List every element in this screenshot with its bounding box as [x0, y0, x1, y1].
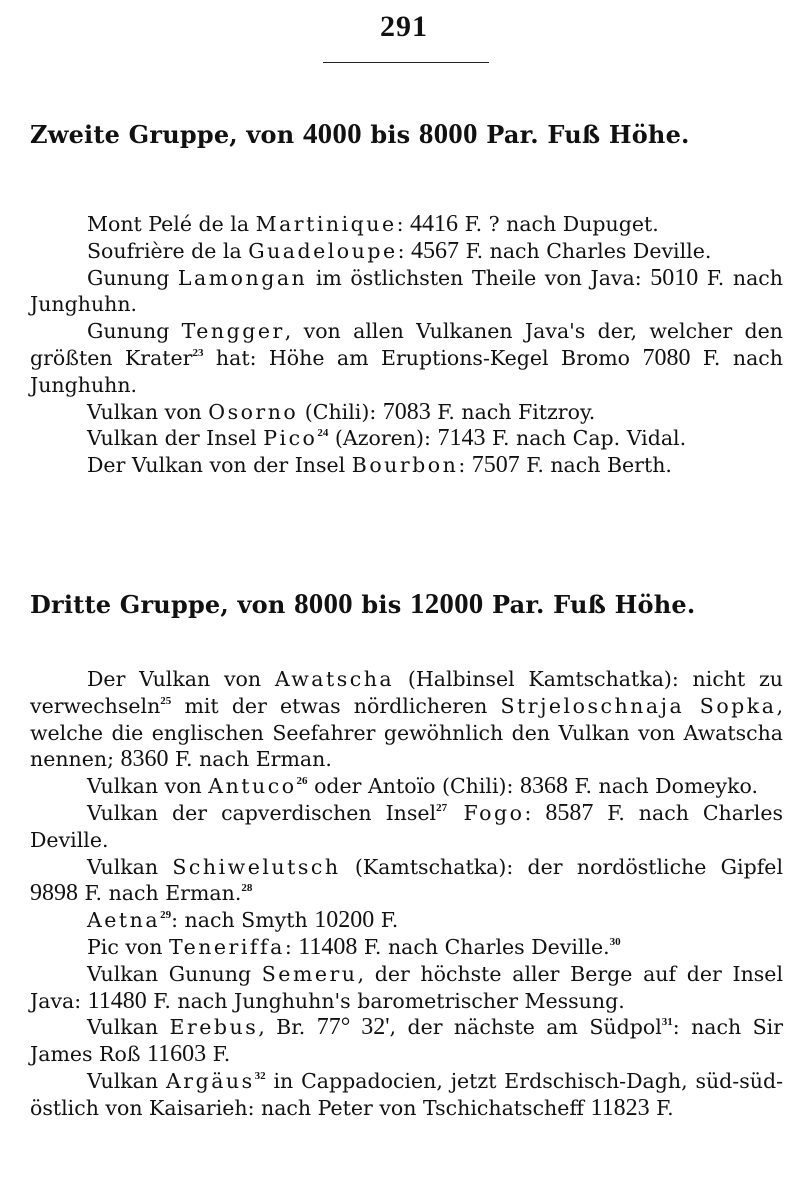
footnote-marker: 24 — [317, 427, 329, 440]
volcano-entry — [30, 854, 783, 908]
entry-text: Gunung — [87, 319, 182, 344]
entry-text: : — [524, 800, 546, 825]
entry-text: , der höchste aller Berge auf der Insel Java: — [30, 961, 783, 1013]
height-value: 4416 — [410, 211, 459, 237]
volcano-name: Lamongan — [177, 265, 308, 290]
volcano-entry — [30, 318, 783, 398]
entry-text: Soufrière de la — [87, 238, 249, 263]
entry-text: : nach Smyth — [171, 908, 315, 933]
volcano-name: Argäus — [165, 1068, 255, 1093]
height-value: 7143 — [437, 425, 486, 452]
entry-text: : — [284, 934, 299, 959]
heading-text-end: Par. Fuß Höhe. — [477, 120, 690, 149]
footnote-marker: 28 — [241, 882, 253, 895]
footnote-marker: 31 — [661, 1016, 673, 1029]
entry-text: Vulkan — [87, 1015, 170, 1040]
volcano-entry — [30, 425, 783, 452]
heading-range-to: 8000 — [418, 118, 478, 150]
page-number: 291 — [380, 10, 428, 43]
entry-source: F. — [206, 1042, 231, 1067]
entry-source: F. nach Charles Deville. — [357, 934, 610, 959]
latitude-value: 77° 32' — [316, 1014, 390, 1041]
heading-range-from: 4000 — [302, 118, 362, 150]
volcano-name: Fogo — [447, 800, 525, 825]
volcano-list-zweite-gruppe — [30, 211, 783, 479]
volcano-name: Tengger — [181, 319, 285, 344]
entry-text: Der Vulkan von — [87, 667, 275, 691]
volcano-name: Strjeloschnaja Sopka — [500, 693, 777, 718]
entry-source: F. nach Junghuhn. — [30, 265, 783, 317]
entry-text: Vulkan Gunung — [87, 961, 262, 986]
entry-text: hat: Höhe am Eruptions-Kegel Bromo — [203, 345, 643, 370]
height-value: 7083 — [382, 398, 431, 425]
section-heading-zweite-gruppe — [30, 118, 790, 151]
entry-text: (Azoren): — [328, 426, 438, 451]
entry-source: F. nach Charles Deville. — [30, 800, 783, 852]
heading-text-start: Dritte Gruppe, von — [30, 590, 295, 619]
volcano-name: Antuco — [208, 774, 297, 799]
volcano-name: Bourbon — [351, 453, 459, 478]
height-value: 9898 — [30, 880, 78, 907]
entry-text: oder Antoïo (Chili): — [307, 774, 520, 799]
entry-text: : — [396, 212, 411, 236]
volcano-name: Osorno — [208, 399, 299, 424]
height-value: 7080 — [642, 344, 691, 371]
entry-text: (Halbinsel Kamtschatka): nicht zu verwechseln — [30, 667, 783, 718]
footnote-marker: 32 — [254, 1069, 266, 1082]
heading-text-end: Par. Fuß Höhe. — [483, 590, 696, 619]
height-value: 5010 — [650, 264, 699, 291]
section-heading-dritte-gruppe — [30, 588, 790, 621]
volcano-name: Erebus — [169, 1015, 259, 1040]
volcano-entry — [30, 211, 783, 238]
entry-text: Vulkan — [87, 854, 173, 879]
entry-source: F. nach Charles Deville. — [459, 238, 712, 263]
entry-text: Vulkan der capverdischen Insel — [87, 800, 437, 825]
entry-text: Der Vulkan von der Insel — [87, 453, 352, 478]
entry-text: Vulkan von — [87, 399, 209, 424]
entry-source: F. nach Domeyko. — [567, 774, 759, 799]
volcano-entry — [30, 907, 783, 934]
volcano-entry — [30, 452, 783, 479]
entry-source: F. — [649, 1095, 674, 1120]
footnote-marker: 26 — [296, 775, 308, 788]
entry-source: F. nach Erman. — [78, 881, 242, 906]
heading-text-mid: bis — [361, 120, 419, 149]
entry-text: : nach Sir James Roß — [30, 1015, 784, 1067]
volcano-entry — [30, 961, 783, 1015]
entry-text: im östlichsten Theile von Java: — [307, 265, 651, 290]
entry-source: F. nach Fitzroy. — [430, 399, 596, 424]
entry-text: : — [458, 453, 472, 478]
entry-text: , Br. — [258, 1015, 317, 1040]
entry-text: Gunung — [87, 265, 178, 290]
footnote-marker: 29 — [160, 909, 172, 922]
heading-range-to: 12000 — [410, 588, 484, 620]
entry-text: , von allen Vulkanen Java's der, welcher den größten Krater — [30, 319, 784, 370]
heading-text-start: Zweite Gruppe, von — [30, 120, 303, 149]
volcano-entry — [30, 773, 783, 800]
entry-text: Vulkan von — [87, 774, 209, 799]
volcano-entry — [30, 399, 783, 426]
volcano-name: Awatscha — [274, 667, 395, 691]
entry-source: F. ? nach Dupuget. — [458, 212, 659, 236]
entry-source: F. — [374, 908, 399, 933]
volcano-name: Pico — [263, 426, 318, 451]
entry-text: in Cappadocien, jetzt Erdschisch-Dagh, süd-süd-östlich von Kaisarieh: nach Peter von Tschichatscheff — [30, 1068, 783, 1120]
volcano-entry — [30, 666, 783, 773]
height-value: 8587 — [545, 799, 594, 826]
volcano-entry — [30, 1014, 783, 1068]
entry-text: mit der etwas nördlicheren — [171, 693, 501, 718]
height-value: 11823 — [590, 1094, 650, 1121]
entry-source: F. nach Junghuhn. — [30, 345, 783, 397]
volcano-name: Semeru — [261, 961, 358, 986]
volcano-entry — [30, 265, 783, 319]
height-value: 8368 — [519, 773, 568, 800]
footnote-marker: 30 — [609, 935, 621, 948]
height-value: 10200 — [314, 907, 375, 934]
entry-text: (Kamtschatka): der nordöstliche Gipfel — [340, 854, 783, 879]
header-rule — [323, 62, 489, 63]
height-value: 8360 — [120, 746, 169, 773]
entry-text: Pic von — [87, 934, 169, 959]
entry-text: Mont Pelé de la — [87, 212, 256, 236]
entry-source: F. nach Junghuhn's barometrischer Messung. — [146, 988, 625, 1013]
entry-text: , der nächste am Südpol — [389, 1015, 662, 1040]
heading-text-mid: bis — [352, 590, 410, 619]
volcano-name: Schiwelutsch — [172, 854, 341, 879]
volcano-name: Teneriffa — [169, 934, 285, 959]
entry-text: : — [397, 238, 412, 263]
entry-source: F. nach Berth. — [519, 453, 672, 478]
entry-text: Vulkan der Insel — [87, 426, 264, 451]
entry-source: F. nach Erman. — [168, 747, 332, 772]
volcano-entry — [30, 238, 783, 265]
height-value: 4567 — [411, 237, 460, 264]
footnote-marker: 27 — [436, 801, 448, 814]
height-value: 11408 — [298, 933, 358, 960]
height-value: 7507 — [471, 452, 520, 479]
entry-text: Vulkan — [87, 1068, 166, 1093]
volcano-entry — [30, 800, 783, 854]
entry-text: (Chili): — [298, 399, 383, 424]
volcano-name: Guadeloupe — [248, 238, 398, 263]
volcano-name: Aetna — [87, 908, 161, 933]
footnote-marker: 25 — [160, 694, 172, 707]
entry-source: F. nach Cap. Vidal. — [485, 426, 687, 451]
height-value: 11603 — [147, 1041, 207, 1068]
entry-text: , welche die englischen Seefahrer gewöhnlich den Vulkan von Awatscha nennen; — [30, 693, 783, 772]
volcano-list-dritte-gruppe — [30, 666, 783, 1122]
volcano-entry — [30, 934, 783, 961]
height-value: 11480 — [87, 987, 147, 1014]
footnote-marker: 23 — [192, 346, 204, 359]
volcano-entry — [30, 1068, 783, 1122]
heading-range-from: 8000 — [294, 588, 353, 620]
volcano-name: Martinique — [255, 212, 397, 236]
